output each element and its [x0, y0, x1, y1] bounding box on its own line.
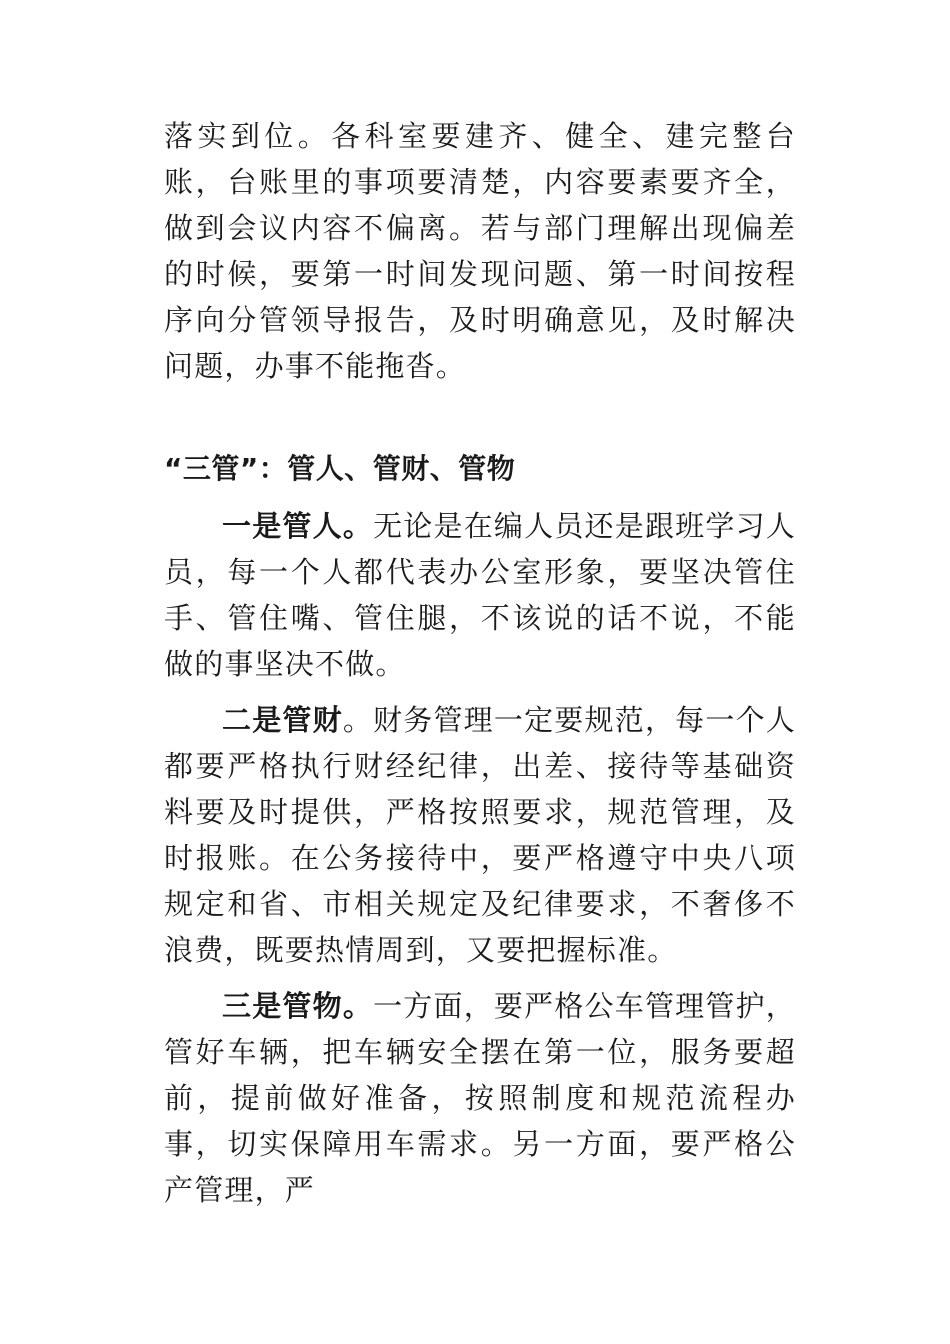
- text-manage-property: 一方面，要严格公车管理管护，管好车辆，把车辆安全摆在第一位，服务要超前，提前做好准备，按照制度和规范流程办事，切实保障用车需求。另一方面，要严格公产管理，严: [164, 989, 796, 1207]
- paragraph-manage-property: [164, 983, 796, 1213]
- lead-manage-people: 一是管人。: [222, 509, 374, 543]
- lead-manage-property: 三是管物。: [222, 989, 374, 1023]
- lead-manage-finance: 二是管财: [222, 703, 343, 737]
- text-manage-finance: 。财务管理一定要规范，每一个人都要严格执行财经纪律，出差、接待等基础资料要及时提供，严格按照要求，规范管理，及时报账。在公务接待中，要严格遵守中央八项规定和省、市相关规定及纪律要求，不奢侈不浪费，既要热情周到，又要把握标准。: [164, 703, 796, 967]
- paragraph-manage-finance: [164, 697, 796, 973]
- paragraph-continuation: 落实到位。各科室要建齐、健全、建完整台账，台账里的事项要清楚，内容要素要齐全，做到会议内容不偏离。若与部门理解出现偏差的时候，要第一时间发现问题、第一时间按程序向分管领导报告，及时明确意见，及时解决问题，办事不能拖沓。: [164, 119, 796, 383]
- text-manage-people: 无论是在编人员还是跟班学习人员，每一个人都代表办公室形象，要坚决管住手、管住嘴、管住腿，不该说的话不说，不能做的事坚决不做。: [164, 509, 796, 681]
- section-heading: “三管”：管人、管财、管物: [164, 452, 516, 485]
- paragraph-manage-people: [164, 503, 796, 687]
- document-body: [164, 113, 796, 1213]
